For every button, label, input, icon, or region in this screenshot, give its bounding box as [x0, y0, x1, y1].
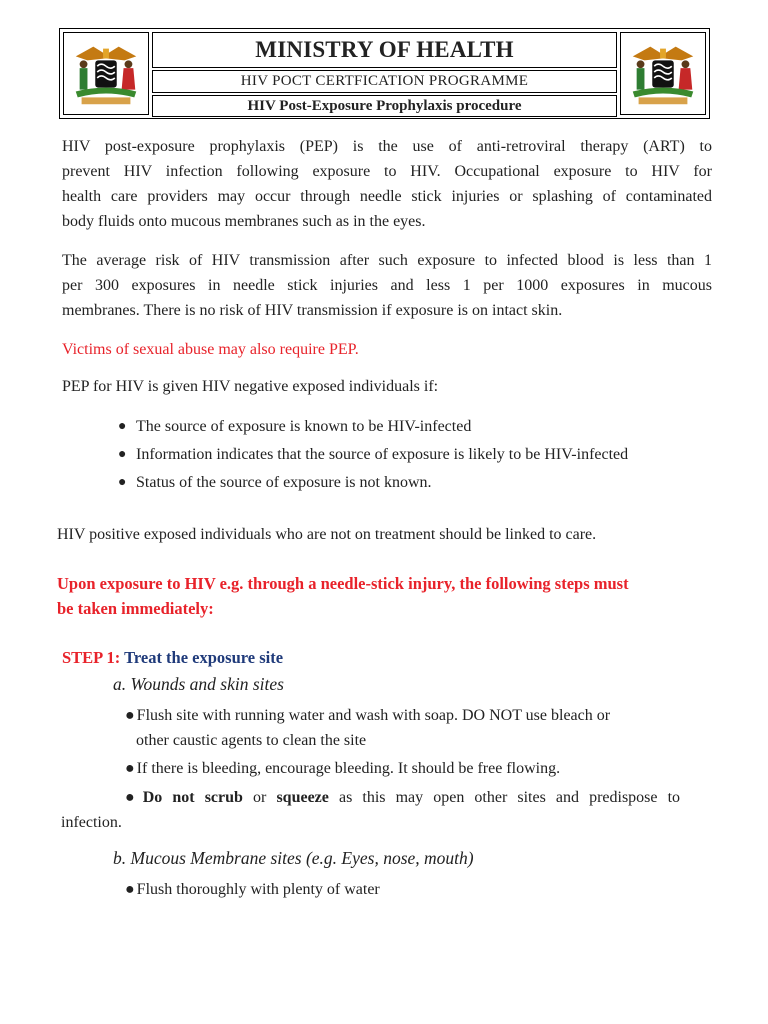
intro-line: HIV post-exposure prophylaxis (PEP) is the use of anti-retroviral therapy (ART) to [62, 138, 712, 155]
coat-of-arms-icon [63, 32, 149, 115]
bullet-icon: ● [125, 881, 135, 898]
urgent-line: be taken immediately: [57, 599, 214, 618]
list-item: ● Do not scrub or squeeze as this may open other sites and predispose to [125, 789, 681, 806]
list-item-continuation: infection. [61, 814, 122, 831]
programme-title: HIV POCT CERTFICATION PROGRAMME [152, 70, 617, 93]
risk-line: per 300 exposures in needle stick injuries and less 1 per 1000 exposures in mucous [62, 277, 712, 294]
step-label: STEP 1 [62, 648, 115, 667]
bullet-icon: ● [125, 707, 135, 724]
coat-of-arms-icon [620, 32, 706, 115]
list-item: ● If there is bleeding, encourage bleeding. It should be free flowing. [125, 760, 561, 777]
bullet-icon: ● [118, 419, 127, 434]
bullet-icon: ● [118, 475, 127, 490]
risk-paragraph [62, 248, 712, 323]
urgent-steps-heading [57, 571, 717, 621]
list-item: ● Flush thoroughly with plenty of water [125, 881, 380, 898]
urgent-line: Upon exposure to HIV e.g. through a needle-stick injury, the following steps must [57, 574, 629, 593]
subheading-wounds: a. Wounds and skin sites [113, 674, 284, 694]
linkage-paragraph: HIV positive exposed individuals who are not on treatment should be linked to care. [57, 526, 597, 543]
intro-paragraph [62, 134, 712, 234]
bullet-icon: ● [125, 789, 141, 806]
document-header [59, 28, 710, 119]
bullet-icon: ● [125, 760, 135, 777]
bullet-icon: ● [118, 447, 127, 462]
subheading-mucous: b. Mucous Membrane sites (e.g. Eyes, nose, mouth) [113, 848, 474, 868]
list-item: ● Status of the source of exposure is not known. [118, 469, 628, 497]
sexual-abuse-note: Victims of sexual abuse may also require PEP. [62, 341, 359, 358]
step-colon: : [114, 648, 121, 667]
list-item: ● The source of exposure is known to be HIV-infected [118, 413, 628, 441]
title-stack [152, 32, 617, 115]
intro-line: health care providers may occur through needle stick injuries or splashing of contaminated [62, 188, 712, 205]
pep-criteria-list [118, 413, 628, 497]
list-item-continuation: other caustic agents to clean the site [136, 732, 367, 749]
intro-line: prevent HIV infection following exposure to HIV. Occupational exposure to HIV for [62, 163, 712, 180]
step-1-heading [62, 648, 283, 668]
list-item: ● Flush site with running water and wash with soap. DO NOT use bleach or [125, 707, 611, 724]
risk-line: membranes. There is no risk of HIV transmission if exposure is on intact skin. [62, 302, 563, 319]
risk-line: The average risk of HIV transmission after such exposure to infected blood is less than 1 [62, 252, 712, 269]
step-title: Treat the exposure site [124, 648, 284, 667]
pep-criteria-intro: PEP for HIV is given HIV negative exposed individuals if: [62, 378, 439, 395]
intro-line: body fluids onto mucous membranes such as in the eyes. [62, 213, 426, 230]
procedure-title: HIV Post-Exposure Prophylaxis procedure [152, 95, 617, 117]
list-item: ● Information indicates that the source of exposure is likely to be HIV-infected [118, 441, 628, 469]
ministry-title: MINISTRY OF HEALTH [152, 32, 617, 68]
